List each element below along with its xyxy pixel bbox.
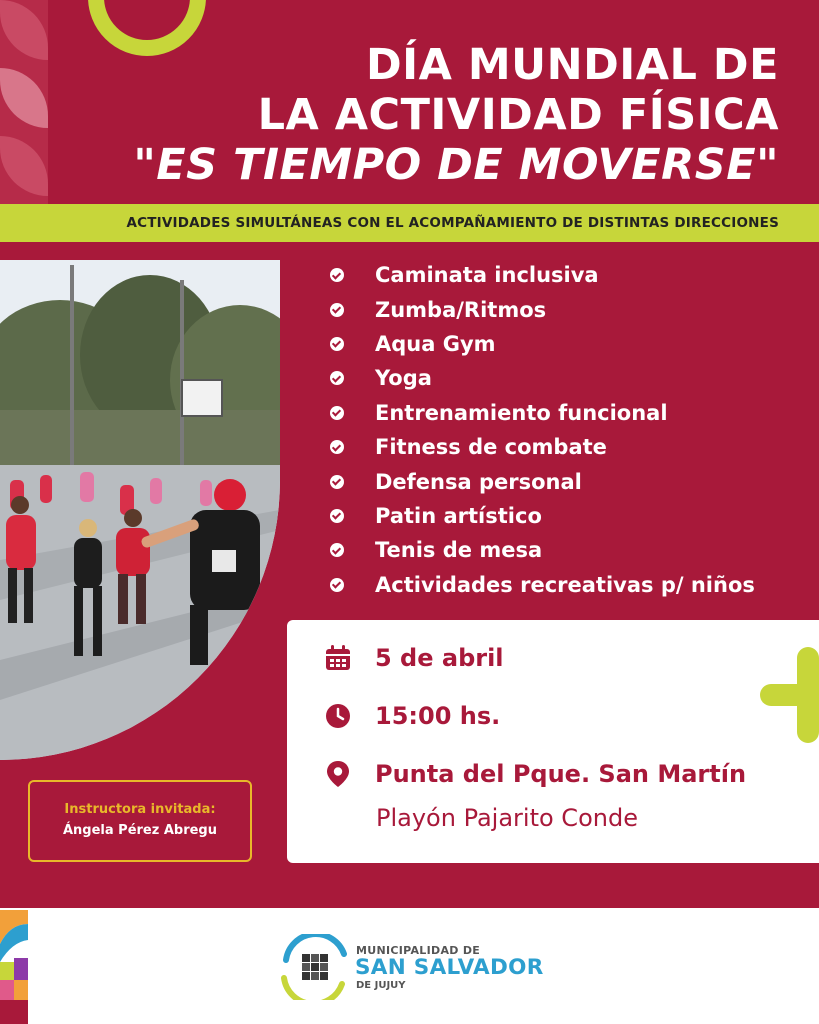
activity-label: Aqua Gym [375,331,496,356]
activity-label: Tenis de mesa [375,538,543,563]
instructor-label: Instructora invitada: [64,802,216,817]
title-line-1: DÍA MUNDIAL DE [365,40,779,90]
list-item [330,327,755,361]
leaf-shape [0,68,48,128]
poster-title [133,40,779,190]
subtitle-bar [0,204,819,242]
instructor-box [28,780,252,862]
check-circle-icon [330,371,344,385]
list-item [330,292,755,326]
check-circle-icon [330,440,344,454]
logo-line-1: MUNICIPALIDAD DE [356,944,481,957]
event-time: 15:00 hs. [375,702,501,730]
list-item [330,396,755,430]
subtitle-text: ACTIVIDADES SIMULTÁNEAS CON EL ACOMPAÑAMIENTO DE DISTINTAS DIRECCIONES [126,215,779,231]
leaf-shape [0,0,48,60]
title-line-2: LA ACTIVIDAD FÍSICA [257,90,779,140]
clock-icon [325,703,351,729]
list-item [330,533,755,567]
date-row [325,644,504,672]
check-circle-icon [330,406,344,420]
title-line-3: "ES TIEMPO DE MOVERSE" [133,140,779,190]
event-venue: Playón Pajarito Conde [376,804,638,832]
event-date: 5 de abril [375,644,504,672]
activity-label: Caminata inclusiva [375,263,599,288]
activity-label: Actividades recreativas p/ niños [375,572,755,597]
footer-decoration [0,910,28,1024]
activity-label: Patin artístico [375,503,542,528]
leaf-shape [0,136,48,196]
activity-list [330,258,755,602]
time-row [325,702,500,730]
list-item [330,499,755,533]
instructor-name: Ángela Pérez Abregu [62,823,217,838]
leaf-decoration [0,0,48,205]
logo-icon [280,934,350,1000]
check-circle-icon [330,578,344,592]
check-circle-icon [330,543,344,557]
logo-line-2: SAN SALVADOR [355,955,544,980]
list-item [330,258,755,292]
location-pin-icon [325,760,351,788]
activity-label: Defensa personal [375,469,582,494]
list-item [330,568,755,602]
logo-line-3: DE JUJUY [356,980,406,991]
check-circle-icon [330,268,344,282]
municipality-logo [280,934,560,1004]
place-row [325,760,746,788]
plus-decoration [797,647,819,743]
check-circle-icon [330,509,344,523]
activity-label: Entrenamiento funcional [375,400,668,425]
calendar-icon [325,645,351,671]
list-item [330,464,755,498]
check-circle-icon [330,475,344,489]
event-info-card [287,620,819,863]
event-place: Punta del Pque. San Martín [375,760,747,788]
check-circle-icon [330,337,344,351]
activity-label: Fitness de combate [375,435,607,460]
check-circle-icon [330,303,344,317]
activity-label: Yoga [375,366,432,391]
list-item [330,361,755,395]
list-item [330,430,755,464]
activity-label: Zumba/Ritmos [375,297,547,322]
